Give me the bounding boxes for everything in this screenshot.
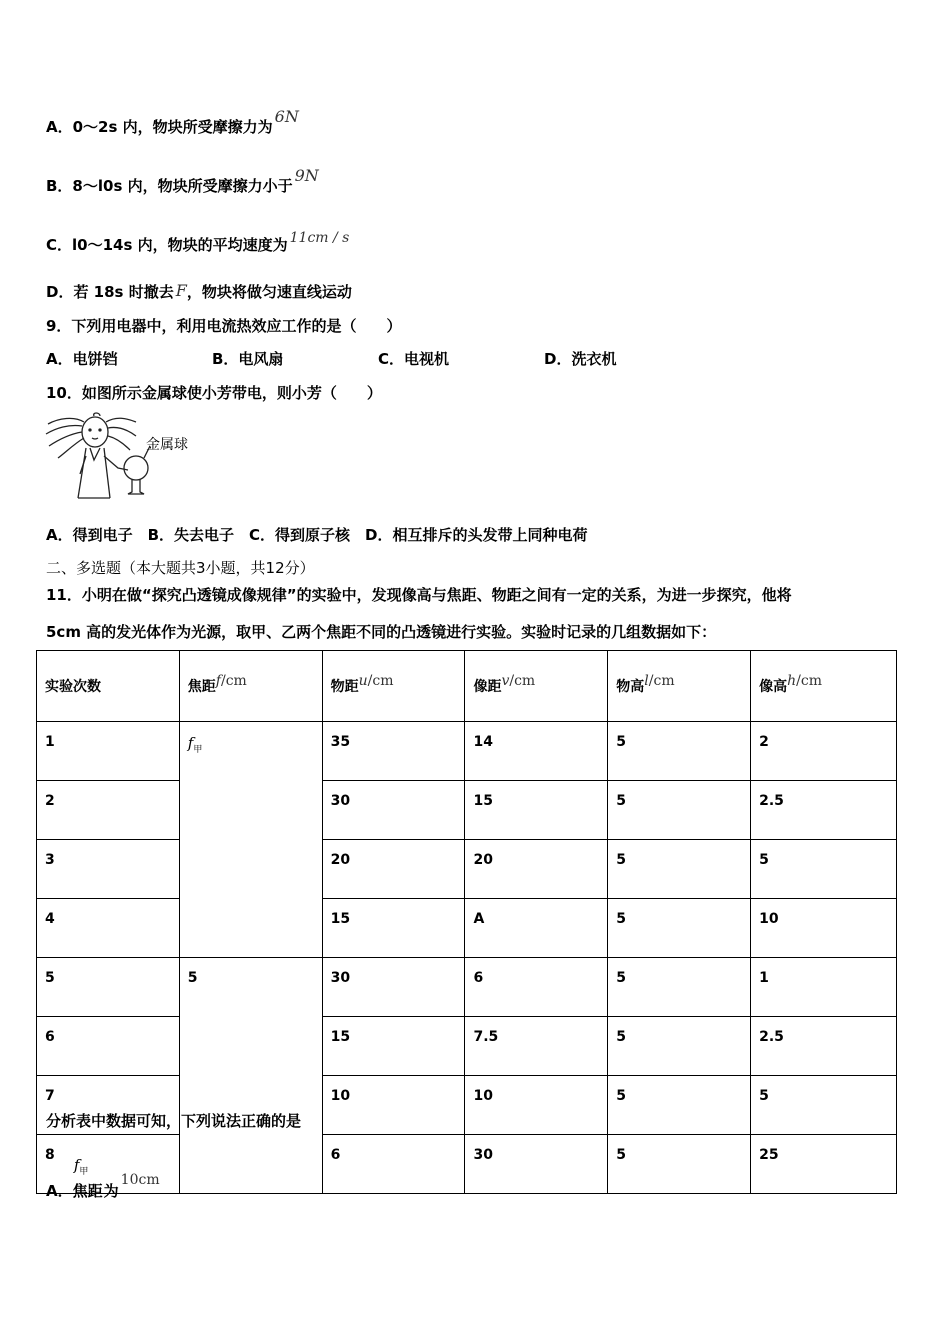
question-9-options — [46, 348, 746, 369]
table-cell: 5 — [608, 840, 751, 899]
table-cell: 5 — [608, 958, 751, 1017]
girl-metal-ball-figure — [44, 412, 214, 504]
option-9d: D．洗衣机 — [544, 350, 617, 368]
table-row — [37, 781, 897, 840]
header-image-distance: 像距v/cm — [465, 651, 608, 722]
option-8d — [46, 281, 352, 302]
table-cell: 5 — [608, 1017, 751, 1076]
table-row — [37, 1135, 897, 1194]
option-8c — [46, 230, 350, 255]
section-heading: 二、多选题（本大题共3小题，共12分） — [46, 559, 315, 577]
option-text: D．若 18s 时撤去 — [46, 283, 174, 301]
option-8b — [46, 166, 319, 196]
option-8a — [46, 107, 299, 137]
option-11a — [46, 1156, 160, 1203]
focal-symbol: $f_甲$ — [73, 1156, 89, 1177]
table-cell: 10 — [322, 1076, 465, 1135]
question-11-stem-1: 11．小明在做“探究凸透镜成像规律”的实验中，发现像高与焦距、物距之间有一定的关系，为进一步探究，他将 — [46, 586, 792, 604]
table-cell: 15 — [465, 781, 608, 840]
option-text-2: 为 — [103, 1182, 119, 1200]
table-row — [37, 1017, 897, 1076]
header-image-height: 像高h/cm — [751, 651, 897, 722]
option-value: 10cm — [120, 1172, 160, 1188]
table-cell: 4 — [37, 899, 180, 958]
table-cell: 5 — [608, 1135, 751, 1194]
table-cell: 6 — [322, 1135, 465, 1194]
option-math: 6N — [274, 107, 299, 126]
table-cell: 2.5 — [751, 1017, 897, 1076]
table-cell: 6 — [37, 1017, 180, 1076]
option-math: F — [175, 281, 187, 300]
question-11-stem-2: 5cm 高的发光体作为光源，取甲、乙两个焦距不同的凸透镜进行实验。实验时记录的几组数据如下： — [46, 623, 717, 641]
focal-group-1: $f_甲$ — [179, 722, 322, 958]
table-cell: 5 — [608, 899, 751, 958]
table-cell: 2 — [37, 781, 180, 840]
question-9-stem: 9．下列用电器中，利用电流热效应工作的是（ ） — [46, 317, 402, 335]
table-cell: 1 — [37, 722, 180, 781]
table-cell: 5 — [608, 781, 751, 840]
table-cell: 5 — [751, 1076, 897, 1135]
table-cell: 1 — [751, 958, 897, 1017]
table-cell: 7 — [37, 1076, 180, 1135]
table-cell: 20 — [465, 840, 608, 899]
table-cell: 30 — [322, 958, 465, 1017]
table-cell: 20 — [322, 840, 465, 899]
table-cell: 30 — [322, 781, 465, 840]
header-trial: 实验次数 — [37, 651, 180, 722]
table-header-row — [37, 651, 897, 722]
option-9a: A．电饼铛 — [46, 350, 118, 368]
table-row — [37, 840, 897, 899]
question-11-prompt: 分析表中数据可知，下列说法正确的是 — [46, 1112, 302, 1130]
table-cell: 10 — [465, 1076, 608, 1135]
table-cell: A — [465, 899, 608, 958]
option-math: 11cm / s — [289, 230, 350, 246]
table-cell: 2.5 — [751, 781, 897, 840]
question-10-stem: 10．如图所示金属球使小芳带电，则小芳（ ） — [46, 384, 382, 402]
table-cell: 14 — [465, 722, 608, 781]
table-cell: 5 — [751, 840, 897, 899]
table-cell: 15 — [322, 899, 465, 958]
table-cell: 5 — [608, 722, 751, 781]
option-math: 9N — [294, 166, 319, 185]
table-cell: 35 — [322, 722, 465, 781]
question-10-options: A．得到电子 B．失去电子 C．得到原子核 D．相互排斥的头发带上同种电荷 — [46, 526, 588, 544]
option-text: A．焦距 — [46, 1182, 103, 1200]
table-cell: 25 — [751, 1135, 897, 1194]
figure-label: 金属球 — [146, 437, 188, 453]
table-cell: 2 — [751, 722, 897, 781]
option-text: C．l0～14s 内，物块的平均速度为 — [46, 236, 288, 254]
header-focal-length: 焦距f/cm — [179, 651, 322, 722]
option-9c: C．电视机 — [378, 350, 450, 368]
table-cell: 15 — [322, 1017, 465, 1076]
table-cell: 30 — [465, 1135, 608, 1194]
table-row — [37, 958, 897, 1017]
table-row — [37, 899, 897, 958]
option-text: B．8～l0s 内，物块所受摩擦力小于 — [46, 177, 293, 195]
table-cell: 7.5 — [465, 1017, 608, 1076]
table-cell: 6 — [465, 958, 608, 1017]
table-cell: 5 — [37, 958, 180, 1017]
table-cell: 5 — [608, 1076, 751, 1135]
header-object-height: 物高l/cm — [608, 651, 751, 722]
header-object-distance: 物距u/cm — [322, 651, 465, 722]
table-cell: 10 — [751, 899, 897, 958]
table-row — [37, 722, 897, 781]
option-9b: B．电风扇 — [212, 350, 284, 368]
table-cell: 8 — [37, 1135, 180, 1194]
table-cell: 3 — [37, 840, 180, 899]
option-text: A．0～2s 内，物块所受摩擦力为 — [46, 118, 273, 136]
option-tail: ，物块将做匀速直线运动 — [186, 283, 352, 301]
focal-group-2: 5 — [179, 958, 322, 1194]
